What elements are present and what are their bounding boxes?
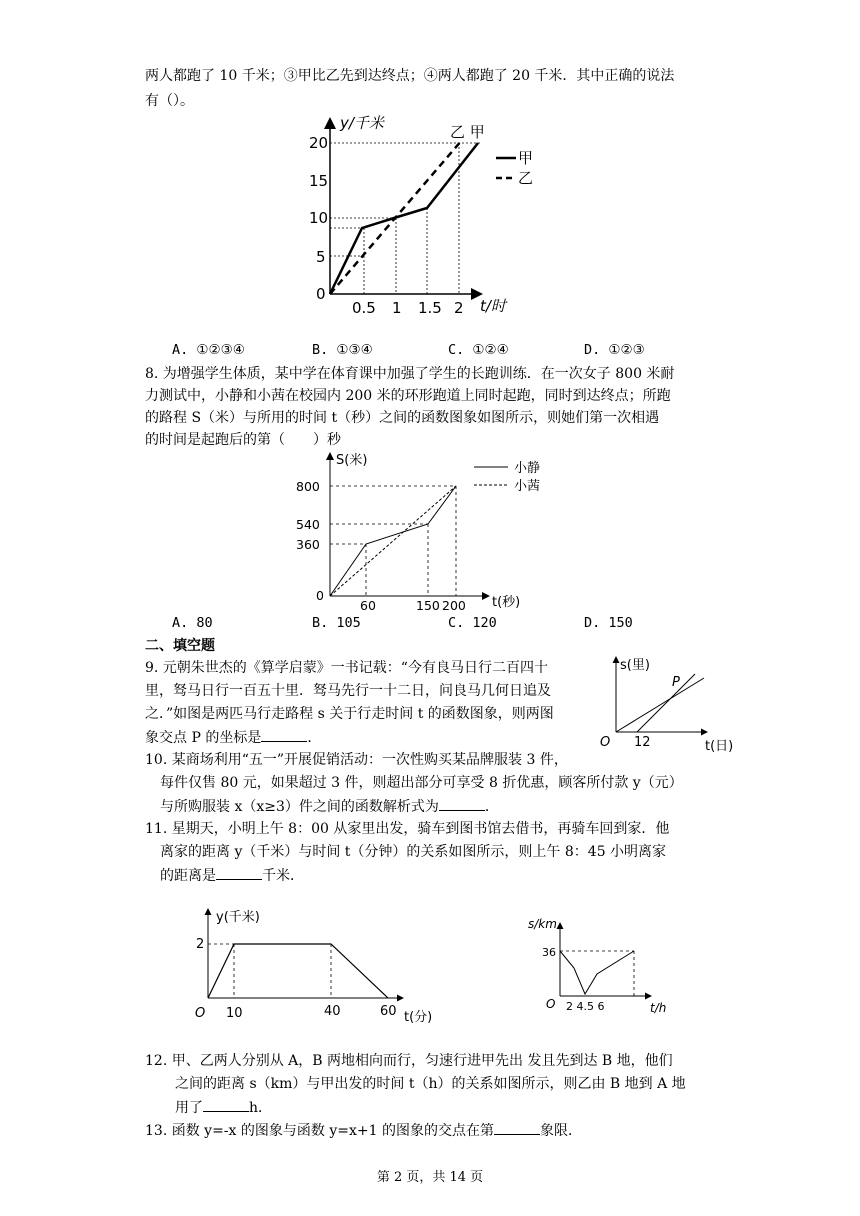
q7-xlabel: t/时 — [480, 297, 506, 315]
q7-ytick: 15 — [309, 172, 329, 190]
q8-graph — [288, 448, 558, 616]
q12-origin: O — [546, 997, 556, 1011]
q8-option-d[interactable]: D. 150 — [584, 615, 633, 631]
q11-xlabel: t(分) — [404, 1010, 433, 1025]
q12-answer-blank[interactable] — [203, 1097, 249, 1112]
q10-line: 每件仅售 80 元，如果超过 3 件，则超出部分可享受 8 折优惠，顾客所付款 y（元） — [160, 775, 683, 791]
q13-end: 象限． — [539, 1123, 582, 1139]
q9-end: ． — [307, 730, 322, 746]
q11-xtick: 10 — [226, 1006, 243, 1021]
q11-answer-blank[interactable] — [216, 865, 262, 880]
page-footer: 第 2 页，共 14 页 — [376, 1170, 484, 1185]
q7-ytick: 0 — [316, 285, 326, 303]
q9-text: 象交点 P 的坐标是 — [145, 730, 262, 746]
q11-line: 11. 星期天，小明上午 8：00 从家里出发，骑车到图书馆去借书，再骑车回到家．他 — [145, 821, 670, 837]
q9-xlabel: t(日) — [705, 739, 734, 754]
q8-ytick: 360 — [296, 537, 320, 552]
q11-xtick: 60 — [380, 1004, 397, 1019]
q9-line4 — [145, 727, 321, 748]
q7-xtick: 2 — [454, 299, 464, 317]
q9-line: 里，驽马日行一百五十里．驽马先行一十二日，问良马几何日追及 — [145, 683, 551, 699]
q8-xtick: 200 — [442, 598, 466, 613]
q7-top-labels: 乙 甲 — [450, 123, 485, 141]
q11-text: 的距离是 — [160, 868, 216, 884]
q13-text: 13. 函数 y=-x 的图象与函数 y=x+1 的图象的交点在第 — [145, 1123, 494, 1139]
q9-xtick: 12 — [634, 735, 651, 750]
q8-option-b[interactable]: B. 105 — [312, 615, 361, 631]
q8-xlabel: t(秒) — [492, 595, 521, 610]
q7-option-a[interactable]: A. ①②③④ — [172, 342, 245, 358]
q12-text: 用了 — [175, 1100, 203, 1116]
q7-xtick: 1.5 — [418, 299, 442, 317]
q7-legend-yi: 乙 — [518, 169, 534, 187]
q9-line-good-horse — [616, 678, 704, 732]
q11-ytick: 2 — [196, 937, 205, 952]
section-title: 二、填空题 — [145, 638, 215, 654]
q7-ylabel: y/千米 — [340, 114, 384, 132]
q11-end: 千米． — [262, 868, 304, 884]
q8-line: 力测试中，小静和小茜在校园内 200 米的环形跑道上同时起跑，同时到达终点；所跑 — [145, 388, 671, 404]
q7-option-c[interactable]: C. ①②④ — [448, 342, 509, 358]
q9-answer-blank[interactable] — [261, 727, 307, 742]
q9-ylabel: s(里) — [620, 658, 650, 673]
q11-graph — [190, 902, 450, 1030]
q8-legend-xiaojing: 小静 — [514, 461, 541, 476]
q13-line — [145, 1120, 582, 1141]
q8-ytick: 540 — [296, 517, 320, 532]
q12-end: h． — [249, 1100, 273, 1116]
q12-graph — [520, 906, 680, 1020]
q8-option-c[interactable]: C. 120 — [448, 615, 497, 631]
q10-end: ． — [484, 799, 499, 815]
q12-line: 12. 甲、乙两人分别从 A，B 两地相向而行，匀速行进甲先出 发且先到达 B 地，他们 — [145, 1053, 673, 1069]
q7-option-d[interactable]: D. ①②③ — [584, 342, 645, 358]
q12-line: 之间的距离 s（km）与甲出发的时间 t（h）的关系如图所示，则乙由 B 地到 A 地 — [175, 1076, 686, 1092]
q7-option-b[interactable]: B. ①③④ — [312, 342, 373, 358]
q7-ytick: 10 — [309, 209, 329, 227]
q10-line: 10. 某商场利用“五一”开展促销活动：一次性购买某品牌服装 3 件， — [145, 752, 568, 768]
q13-answer-blank[interactable] — [494, 1120, 540, 1135]
q9-line: 之．”如图是两匹马行走路程 s 关于行走时间 t 的函数图象，则两图 — [145, 706, 554, 722]
q7-legend-jia: 甲 — [518, 149, 534, 167]
q8-ytick: 800 — [296, 479, 320, 494]
q11-line: 离家的距离 y（千米）与时间 t（分钟）的关系如图所示，则上午 8：45 小明离家 — [160, 844, 667, 860]
q12-xticks: 2 4.5 6 — [566, 1000, 605, 1013]
q9-line: 9. 元朝朱世杰的《算学启蒙》一书记载：“今有良马日行二百四十 — [145, 660, 548, 676]
q9-point-p: P — [672, 675, 680, 690]
q12-line3 — [175, 1097, 272, 1118]
q12-xlabel: t/h — [650, 1001, 667, 1015]
q8-ylabel: S(米) — [336, 453, 368, 468]
q8-option-a[interactable]: A. 80 — [172, 615, 213, 631]
q7-graph — [300, 108, 545, 323]
q7-xtick: 0.5 — [352, 299, 376, 317]
q10-line3 — [160, 796, 499, 817]
q12-ytick: 36 — [542, 946, 556, 959]
q11-origin: O — [195, 1006, 206, 1021]
q8-xtick: 150 — [416, 598, 440, 613]
q10-text: 与所购服装 x（x≥3）件之间的函数解析式为 — [160, 799, 439, 815]
q12-ylabel: s/km — [528, 917, 557, 931]
q9-line-slow-horse — [637, 674, 695, 732]
q8-line: 8. 为增强学生体质，某中学在体育课中加强了学生的长跑训练．在一次女子 800 米耐 — [145, 366, 675, 382]
q9-graph — [590, 652, 740, 754]
q8-line: 的时间是起跑后的第（ ）秒 — [145, 432, 341, 448]
q8-legend-xiaoqian: 小茜 — [514, 479, 541, 494]
q7-ytick: 5 — [316, 248, 326, 266]
q7-ytick: 20 — [309, 134, 329, 152]
q8-line: 的路程 S（米）与所用的时间 t（秒）之间的函数图象如图所示，则她们第一次相遇 — [145, 410, 660, 426]
q8-line-xiaoqian — [330, 486, 456, 596]
q7-line-jia — [330, 143, 478, 294]
q10-answer-blank[interactable] — [439, 796, 485, 811]
q11-ylabel: y(千米) — [216, 910, 260, 925]
q7-xtick: 1 — [392, 299, 402, 317]
q8-ytick: 0 — [316, 588, 324, 603]
q11-distance-line — [208, 944, 388, 998]
q7-line2: 有（）。 — [145, 93, 194, 109]
q9-origin: O — [600, 735, 611, 750]
q12-distance-line — [560, 951, 634, 994]
q11-xtick: 40 — [324, 1004, 341, 1019]
q11-line3 — [160, 865, 304, 886]
q7-line1: 两人都跑了 10 千米；③甲比乙先到达终点；④两人都跑了 20 千米．其中正确的说法 — [145, 68, 675, 84]
q8-xtick: 60 — [360, 598, 376, 613]
